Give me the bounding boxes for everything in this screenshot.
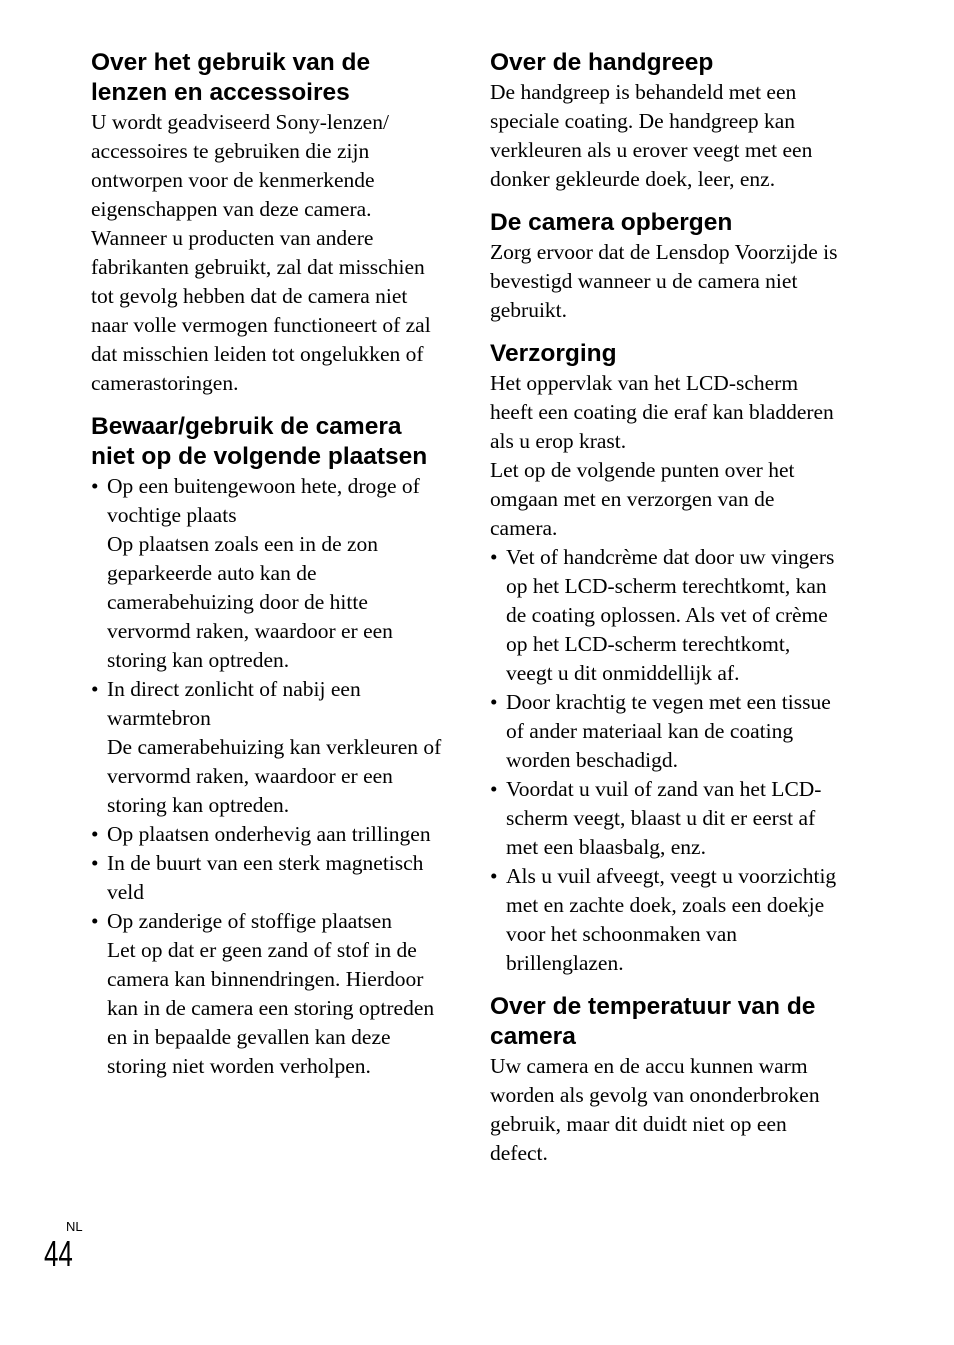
list-item-title: In de buurt van een sterk magnetisch veld: [107, 851, 424, 904]
list-item: [91, 820, 443, 849]
section-handgrip: [490, 48, 842, 194]
bullet-icon: •: [490, 690, 498, 714]
list-item-detail: De camerabehuizing kan verkleuren of vervormd raken, waardoor er een storing kan optreden.: [107, 735, 442, 817]
section-heading: Verzorging: [490, 340, 617, 367]
list-item-text: Voordat u vuil of zand van het LCD-scherm veegt, blaast u dit er eerst af met een blaasbalg, enz.: [506, 777, 822, 859]
section-heading: De camera opbergen: [490, 209, 733, 236]
section-storing-camera: [490, 208, 842, 325]
list-item: [91, 849, 443, 907]
list-item: [490, 862, 842, 978]
list-item: [490, 688, 842, 775]
list-item: [91, 907, 443, 1081]
section-care: [490, 339, 842, 978]
section-body: Uw camera en de accu kunnen warm worden als gevolg van ononderbroken gebruik, maar dit duidt niet op een defect.: [490, 1054, 820, 1165]
list-item: [91, 472, 443, 675]
care-list: [490, 543, 842, 978]
section-body: Zorg ervoor dat de Lensdop Voorzijde is bevestigd wanneer u de camera niet gebruikt.: [490, 240, 838, 322]
section-storage-locations: [91, 412, 443, 1081]
list-item: [490, 775, 842, 862]
section-lenses-accessories: [91, 48, 443, 398]
page-number: 44: [44, 1233, 73, 1274]
list-item-title: In direct zonlicht of nabij een warmtebron: [107, 677, 361, 730]
list-item-text: Door krachtig te vegen met een tissue of ander materiaal kan de coating worden beschadigd.: [506, 690, 831, 772]
bullet-icon: •: [490, 777, 498, 801]
bullet-icon: •: [91, 909, 99, 933]
section-body: De handgreep is behandeld met een speciale coating. De handgreep kan verkleuren als u erover veegt met een donker gekleurde doek, leer, enz.: [490, 80, 813, 191]
section-heading: Bewaar/gebruik de camera niet op de volgende plaatsen: [91, 413, 428, 470]
list-item-detail: Let op dat er geen zand of stof in de camera kan binnendringen. Hierdoor kan in de camera een storing optreden en in bepaalde gevallen kan deze storing niet worden verholpen.: [107, 938, 435, 1078]
list-item-title: Op een buitengewoon hete, droge of vochtige plaats: [107, 474, 420, 527]
list-item-detail: Op plaatsen zoals een in de zon geparkeerde auto kan de camerabehuizing door de hitte vervormd raken, waardoor er een storing kan optreden.: [107, 532, 393, 672]
list-item: [490, 543, 842, 688]
section-body: Let op de volgende punten over het omgaan met en verzorgen van de camera.: [490, 458, 795, 540]
bullet-icon: •: [91, 851, 99, 875]
list-item: [91, 675, 443, 820]
location-list: [91, 472, 443, 1081]
right-column: [490, 48, 842, 1182]
section-body: Het oppervlak van het LCD-scherm heeft een coating die eraf kan bladderen als u erop krast.: [490, 371, 834, 453]
left-column: [91, 48, 443, 1095]
language-code: NL: [66, 1219, 83, 1234]
section-heading: Over de handgreep: [490, 49, 714, 76]
bullet-icon: •: [490, 545, 498, 569]
list-item-title: Op plaatsen onderhevig aan trillingen: [107, 822, 431, 846]
section-heading: Over het gebruik van de lenzen en accessoires: [91, 49, 371, 106]
section-temperature: [490, 992, 842, 1168]
section-body: U wordt geadviseerd Sony-lenzen/ accessoires te gebruiken die zijn ontworpen voor de kenmerkende eigenschappen van deze camera. Wanneer u producten van andere fabrikanten gebruikt, zal dat misschien tot gevolg hebben dat de camera niet naar volle vermogen functioneert of zal dat misschien leiden tot ongelukken of camerastoringen.: [91, 110, 431, 395]
list-item-text: Als u vuil afveegt, veegt u voorzichtig met en zachte doek, zoals een doekje voor het schoonmaken van brillenglazen.: [506, 864, 837, 975]
list-item-title: Op zanderige of stoffige plaatsen: [107, 909, 392, 933]
bullet-icon: •: [91, 677, 99, 701]
bullet-icon: •: [91, 474, 99, 498]
section-heading: Over de temperatuur van de camera: [490, 993, 816, 1050]
bullet-icon: •: [91, 822, 99, 846]
bullet-icon: •: [490, 864, 498, 888]
list-item-text: Vet of handcrème dat door uw vingers op het LCD-scherm terechtkomt, kan de coating oplossen. Als vet of crème op het LCD-scherm terechtkomt, veegt u dit onmiddellijk af.: [506, 545, 835, 685]
